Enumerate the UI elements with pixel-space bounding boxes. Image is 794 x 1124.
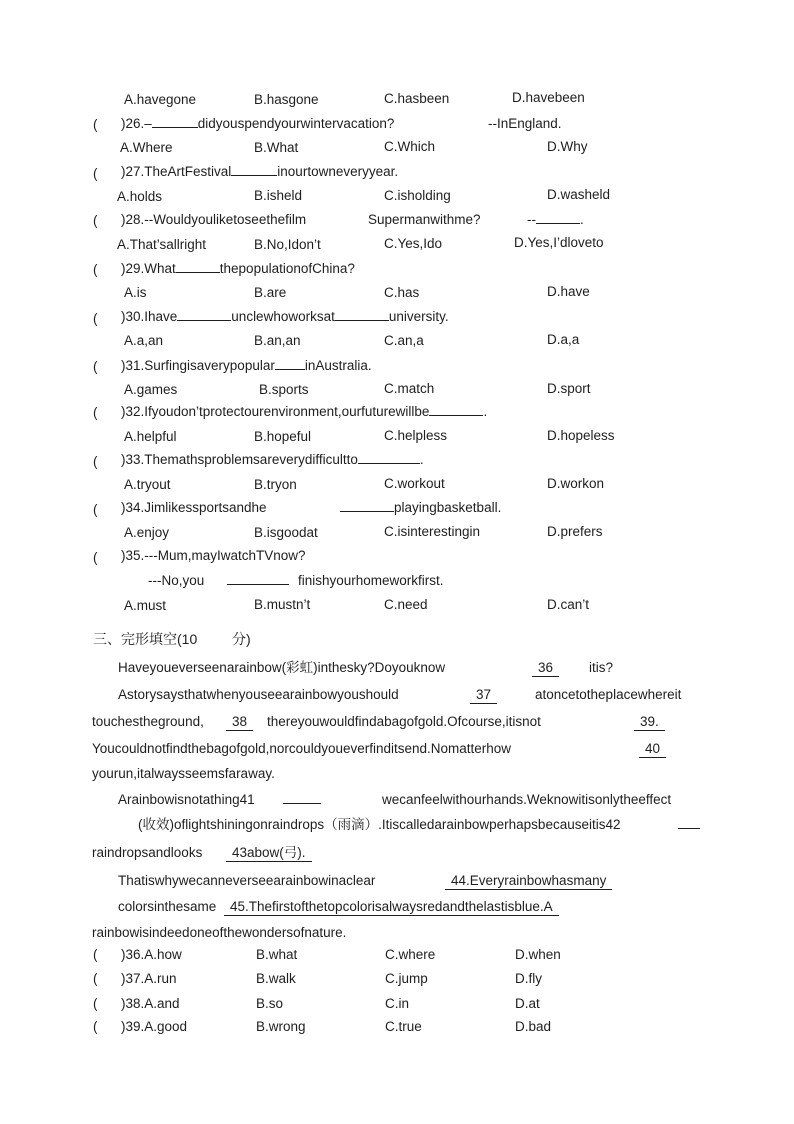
stem-end: . xyxy=(483,404,488,419)
stem-start: )30.Ihave xyxy=(121,309,178,324)
stem-end: didyouspendyourwintervacation? xyxy=(197,116,395,131)
option-d: D.hopeless xyxy=(547,428,615,443)
stem-start: )32.Ifyoudon’tprotectourenvironment,ourfuturewillbe xyxy=(121,404,430,419)
passage-line: Arainbowisnotathing41 xyxy=(118,792,255,807)
option-a: A.is xyxy=(124,285,147,300)
stem-start: )27.TheArtFestival xyxy=(121,164,232,179)
option-c: C.an,a xyxy=(384,333,424,348)
option-a: A.must xyxy=(124,598,167,613)
option-c: C.helpless xyxy=(384,428,448,443)
stem-middle: unclewhoworksat xyxy=(231,309,335,324)
answer-blank xyxy=(340,500,394,512)
option-b: B.No,Idon’t xyxy=(254,237,321,252)
option-c: C.Which xyxy=(384,139,436,154)
answer-bracket: ( xyxy=(93,971,98,986)
option-d: D.at xyxy=(515,996,540,1011)
option-d: D.workon xyxy=(547,476,605,491)
option-b: B.hopeful xyxy=(254,429,312,444)
option-a: )36.A.how xyxy=(121,947,182,962)
option-a: )37.A.run xyxy=(121,971,177,986)
question-stem xyxy=(121,261,355,277)
option-c: C.where xyxy=(385,947,436,962)
answer-bracket: ( xyxy=(93,947,98,962)
passage-line: raindropsandlooks xyxy=(92,845,203,860)
passage-line: Haveyoueverseenarainbow(彩虹)inthesky?Doyouknow xyxy=(118,660,446,675)
answer-blank xyxy=(283,792,321,804)
option-c: C.isholding xyxy=(384,188,451,203)
stem-end: thepopulationofChina? xyxy=(219,261,355,276)
answer-blank xyxy=(358,452,420,464)
passage-line: itis? xyxy=(589,660,614,675)
option-c: C.hasbeen xyxy=(384,91,450,106)
stem-end: university. xyxy=(388,309,449,324)
question-stem: )35.---Mum,mayIwatchTVnow? xyxy=(121,548,306,563)
stem-end: inAustralia. xyxy=(304,358,372,373)
option-a: A.a,an xyxy=(124,333,164,348)
stem-start: )31.Surfingisaverypopular xyxy=(121,358,275,373)
option-d: D.when xyxy=(515,947,561,962)
answer-bracket: ( xyxy=(93,262,98,277)
blank-number: 39. xyxy=(634,714,665,731)
option-b: B.sports xyxy=(259,382,309,397)
answer-blank xyxy=(275,358,305,370)
passage-line: colorsinthesame xyxy=(118,899,217,914)
option-c: C.isinterestingin xyxy=(384,524,481,539)
blank-number: 37 xyxy=(470,687,497,704)
passage-line: Thatiswhywecanneverseearainbowinaclear xyxy=(118,873,376,888)
option-b: B.are xyxy=(254,285,287,300)
option-c: C.workout xyxy=(384,476,445,491)
question-stem: )34.Jimlikessportsandhe xyxy=(121,500,267,515)
passage-line: yourun,italwaysseemsfaraway. xyxy=(92,766,275,781)
answer-blank-1 xyxy=(177,309,231,321)
dialogue-reply-end: finishyourhomeworkfirst. xyxy=(298,573,444,588)
option-d: D.Why xyxy=(547,139,588,154)
option-d: D.fly xyxy=(515,971,542,986)
answer-bracket: ( xyxy=(93,502,98,517)
option-a: A.games xyxy=(124,382,178,397)
answer-blank xyxy=(227,573,289,585)
answer-blank-2 xyxy=(335,309,389,321)
passage-line: atoncetotheplacewhereit xyxy=(535,687,682,702)
answer-blank xyxy=(429,404,483,416)
blank-number: 40 xyxy=(639,741,666,758)
option-c: C.true xyxy=(385,1019,422,1034)
option-a: A.tryout xyxy=(124,477,171,492)
option-c: C.Yes,Ido xyxy=(384,236,443,251)
answer-bracket: ( xyxy=(93,1019,98,1034)
question-stem xyxy=(121,358,372,374)
option-d: D.can’t xyxy=(547,597,590,612)
option-b: B.What xyxy=(254,140,299,155)
option-c: C.need xyxy=(384,597,428,612)
option-b: B.walk xyxy=(256,971,296,986)
passage-line: thereyouwouldfindabagofgold.Ofcourse,itisnot xyxy=(267,714,541,729)
option-d: D.have xyxy=(547,284,590,299)
option-c: C.match xyxy=(384,381,435,396)
answer-bracket: ( xyxy=(93,996,98,1011)
passage-line: (收效)oflightshiningonraindrops（雨滴）.Itiscalledarainbowperhapsbecauseitis42 xyxy=(138,817,621,832)
section-points: 分) xyxy=(232,631,251,647)
stem-end: inourtowneveryyear. xyxy=(277,164,399,179)
option-d: D.havebeen xyxy=(512,90,585,105)
option-c: C.in xyxy=(385,996,410,1011)
option-a: )39.A.good xyxy=(121,1019,188,1034)
option-d: D.prefers xyxy=(547,524,603,539)
answer-bracket: ( xyxy=(93,454,98,469)
option-b: B.mustn’t xyxy=(254,597,311,612)
question-stem xyxy=(121,116,394,132)
option-a: A.That’sallright xyxy=(117,237,207,252)
option-d: D.a,a xyxy=(547,332,580,347)
blank-number: 38 xyxy=(226,714,253,731)
passage-line: Youcouldnotfindthebagofgold,norcouldyoueverfinditsend.Nomatterhow xyxy=(92,741,512,756)
passage-line: rainbowisindeedoneofthewondersofnature. xyxy=(92,925,347,940)
answer-blank xyxy=(678,817,700,829)
question-stem: )28.--Wouldyouliketoseethefilm xyxy=(121,212,307,227)
option-a: )38.A.and xyxy=(121,996,180,1011)
question-stem xyxy=(121,309,449,325)
answer-bracket: ( xyxy=(93,166,98,181)
option-c: C.jump xyxy=(385,971,428,986)
stem-start: )33.Themathsproblemsareverydifficultto xyxy=(121,452,358,467)
option-d: D.sport xyxy=(547,381,591,396)
answer-bracket: ( xyxy=(93,213,98,228)
stem-start: )26.– xyxy=(121,116,152,131)
blank-number: 36 xyxy=(532,660,559,677)
stem-start: )29.What xyxy=(121,261,176,276)
dialogue-reply: --InEngland. xyxy=(488,116,562,131)
question-stem-continued: Supermanwithme? xyxy=(368,212,481,227)
option-b: B.isheld xyxy=(254,188,303,203)
reply-end: . xyxy=(580,212,584,227)
stem-end: playingbasketball. xyxy=(394,500,502,515)
option-a: A.enjoy xyxy=(124,525,170,540)
dialogue-reply-start: ---No,you xyxy=(148,573,205,588)
answer-bracket: ( xyxy=(93,311,98,326)
answer-bracket: ( xyxy=(93,550,98,565)
answer-blank xyxy=(152,116,198,128)
question-stem xyxy=(121,404,487,420)
option-a: A.helpful xyxy=(124,429,177,444)
answer-bracket: ( xyxy=(93,359,98,374)
passage-line: Astorysaysthatwhenyouseearainbowyoushould xyxy=(118,687,399,702)
answer-bracket: ( xyxy=(93,117,98,132)
option-a: A.holds xyxy=(117,189,163,204)
answer-bracket: ( xyxy=(93,405,98,420)
answer-blank xyxy=(536,212,580,224)
question-stem xyxy=(121,164,398,180)
option-b: B.what xyxy=(256,947,298,962)
answer-blank xyxy=(176,261,220,273)
option-b: B.so xyxy=(256,996,284,1011)
question-stem-continued xyxy=(340,500,501,516)
option-a: A.Where xyxy=(120,140,173,155)
option-b: B.hasgone xyxy=(254,92,319,107)
blank-number: 44.Everyrainbowhasmany xyxy=(445,873,612,890)
option-c: C.has xyxy=(384,285,420,300)
passage-line: wecanfeelwithourhands.Weknowitisonlytheeffect xyxy=(382,792,672,807)
option-d: D.Yes,I’dloveto xyxy=(514,235,604,250)
option-b: B.an,an xyxy=(254,333,301,348)
option-b: B.wrong xyxy=(256,1019,306,1034)
question-stem xyxy=(121,452,424,468)
blank-number: 45.Thefirstofthetopcolorisalwaysredandthelastisblue.A xyxy=(224,899,559,916)
passage-line: touchestheground, xyxy=(92,714,204,729)
option-d: D.washeld xyxy=(547,187,611,202)
option-b: B.isgoodat xyxy=(254,525,318,540)
section-title: 三、完形填空(10 xyxy=(93,631,198,647)
option-a: A.havegone xyxy=(124,92,197,107)
reply-dashes: -- xyxy=(527,212,536,227)
option-b: B.tryon xyxy=(254,477,297,492)
option-d: D.bad xyxy=(515,1019,552,1034)
dialogue-reply xyxy=(527,212,584,228)
stem-end: . xyxy=(419,452,424,467)
answer-blank xyxy=(231,164,277,176)
blank-number: 43abow(弓). xyxy=(226,845,312,862)
